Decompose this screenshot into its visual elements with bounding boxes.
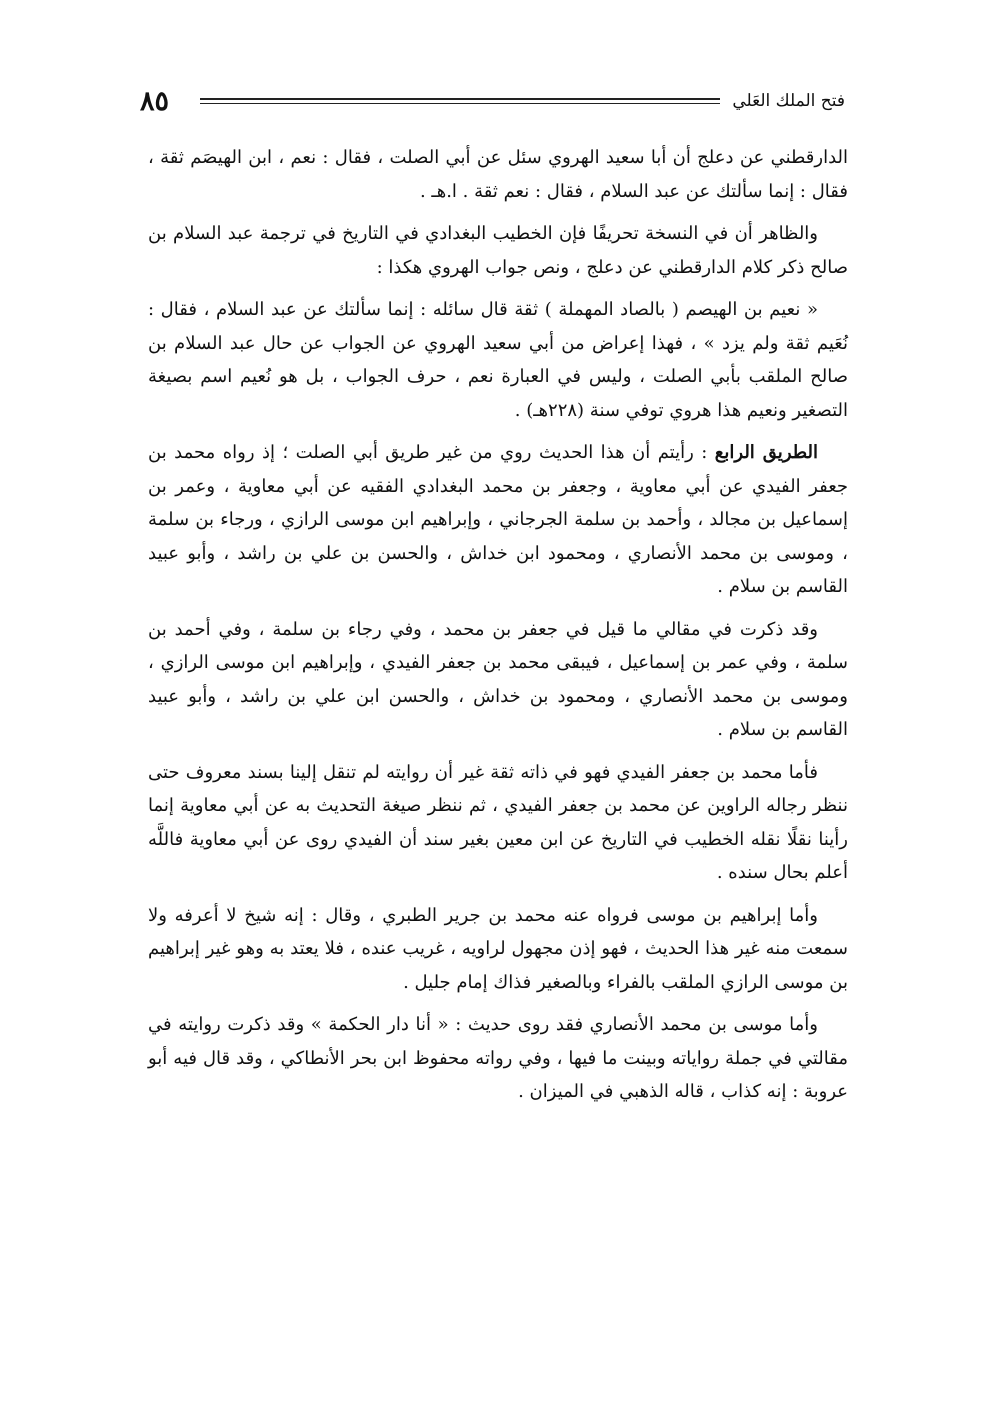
page-number: ٨٥ (140, 85, 170, 117)
section-heading: الطريق الرابع (714, 442, 819, 463)
paragraph: وأما موسى بن محمد الأنصاري فقد روى حديث : « أنا دار الحكمة » وقد ذكرت روايته في مقالتي في جملة رواياته وبينت ما فيها ، وفي رواته محفوظ ابن بحر الأنطاكي ، وقد قال فيه أبو عروبة : إنه كذاب ، قاله الذهبي في الميزان . (148, 1014, 848, 1102)
page-body (148, 141, 848, 1118)
paragraph: الدارقطني عن دعلج أن أبا سعيد الهروي سئل عن أبي الصلت ، فقال : نعم ، ابن الهيصَم ثقة ، فقال : إنما سألتك عن عبد السلام ، فقال : نعم ثقة . ا.هـ . (148, 147, 848, 202)
running-title: فتح الملك العَلي (732, 91, 845, 111)
paragraph-text: : رأيتم أن هذا الحديث روي من غير طريق أبي الصلت ؛ إذ رواه محمد بن جعفر الفيدي عن أبي معاوية ، وجعفر بن محمد البغدادي الفقيه عن أبي معاوية ، وعمر بن إسماعيل بن مجالد ، وأحمد بن سلمة الجرجاني ، وإبراهيم ابن موسى الرازي ، ورجاء بن سلمة ، وموسى بن محمد الأنصاري ، ومحمود ابن خداش ، والحسن بن علي بن راشد ، وأبو عبيد القاسم بن سلام . (148, 442, 848, 597)
paragraph: والظاهر أن في النسخة تحريفًا فإن الخطيب البغدادي في التاريخ في ترجمة عبد السلام بن صالح ذكر كلام الدارقطني عن دعلج ، ونص جواب الهروي هكذا : (148, 223, 848, 278)
header-rule (200, 98, 720, 104)
paragraph: وقد ذكرت في مقالي ما قيل في جعفر بن محمد ، وفي رجاء بن سلمة ، وفي أحمد بن سلمة ، وفي عمر بن إسماعيل ، فيبقى محمد بن جعفر الفيدي ، وإبراهيم ابن موسى الرازي ، وموسى بن محمد الأنصاري ، ومحمود بن خداش ، والحسن ابن علي بن راشد ، وأبو عبيد القاسم بن سلام . (148, 618, 848, 740)
paragraph: وأما إبراهيم بن موسى فرواه عنه محمد بن جرير الطبري ، وقال : إنه شيخ لا أعرفه ولا سمعت منه غير هذا الحديث ، فهو إذن مجهول لراويه ، غريب عنده ، فلا يعتد به وهو غير إبراهيم بن موسى الرازي الملقب بالفراء وبالصغير فذاك إمام جليل . (148, 904, 848, 993)
page-header (140, 86, 845, 116)
paragraph: « نعيم بن الهيصم ( بالصاد المهملة ) ثقة قال سائله : إنما سألتك عن عبد السلام ، فقال : نُعَيم ثقة ولم يزد » ، فهذا إعراض من أبي سعيد الهروي عن الجواب عن حال عبد السلام بن صالح الملقب بأبي الصلت ، وليس في العبارة نعم ، حرف الجواب ، بل هو نُعيم اسم بصيغة التصغير ونعيم هذا هروي توفي سنة (٢٢٨هـ) . (148, 299, 848, 421)
paragraph (148, 436, 848, 604)
paragraph: فأما محمد بن جعفر الفيدي فهو في ذاته ثقة غير أن روايته لم تنقل إلينا بسند معروف حتى ننظر رجاله الراوين عن محمد بن جعفر الفيدي ، ثم ننظر صيغة التحديث به عن أبي معاوية إنما رأينا نقلًا نقله الخطيب في التاريخ عن ابن معين بغير سند أن الفيدي روى عن أبي معاوية فاللَّه أعلم بحال سنده . (148, 761, 848, 883)
